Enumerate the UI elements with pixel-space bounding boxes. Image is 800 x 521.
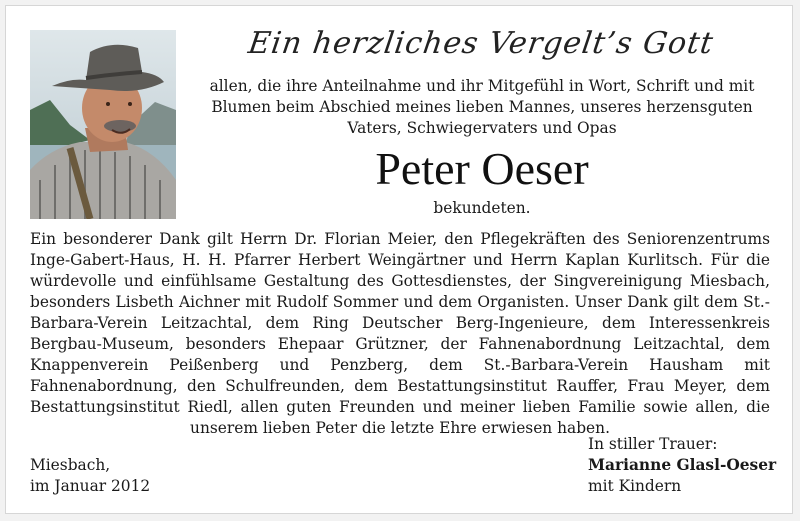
portrait-photo bbox=[30, 30, 176, 219]
obituary-thank-you-notice bbox=[5, 5, 793, 514]
acknowledgement-text: Ein besonderer Dank gilt Herrn Dr. Florian Meier, den Pflegekräften des Seniorenzentrums Inge-Gabert-Haus, H. H. Pfarrer Herbert Weingärtner und Herrn Kaplan Kurlitsch. Für die würdevolle und einfühlsame Gestaltung des Gottesdienstes, der Singvereinigung Miesbach, besonders Lisbeth Aichner mit Rudolf Sommer und dem Organisten. Unser Dank gilt dem St.-Barbara-Verein Leitzachtal, dem Ring Deutscher Berg-Ingenieure, dem Interessenkreis Bergbau-Museum, besonders Ehepaar Grützner, der Fahnenabordnung Leitzachtal, dem Knappenverein Peißenberg und Penzberg, dem St.-Barbara-Verein Hausham mit Fahnenabordnung, den Schulfreunden, dem Bestattungsinstitut Rauffer, Frau Meyer, dem Bestattungsinstitut Riedl, allen guten Freunden und meiner lieben Familie sowie allen, die unserem lieben Peter die letzte Ehre erwiesen haben. bbox=[30, 230, 770, 437]
place-and-date bbox=[30, 455, 330, 497]
place: Miesbach, bbox=[30, 456, 111, 474]
headline: Ein herzliches Vergelt’s Gott bbox=[246, 26, 716, 61]
mourners-signature bbox=[588, 434, 788, 497]
mourners-with: mit Kindern bbox=[588, 477, 682, 495]
intro-text: allen, die ihre Anteilnahme und ihr Mitgefühl in Wort, Schrift und mit Blumen beim Abschied meines lieben Mannes, unseres herzensguten Vaters, Schwiegervaters und Opas bbox=[209, 77, 755, 137]
mourners-intro: In stiller Trauer: bbox=[588, 435, 718, 453]
intro-closing: bekundeten. bbox=[433, 199, 531, 217]
date: im Januar 2012 bbox=[30, 477, 151, 495]
portrait-photo-illustration bbox=[30, 30, 176, 219]
mourner-name: Marianne Glasl-Oeser bbox=[588, 456, 777, 474]
deceased-name: Peter Oeser bbox=[375, 143, 589, 194]
